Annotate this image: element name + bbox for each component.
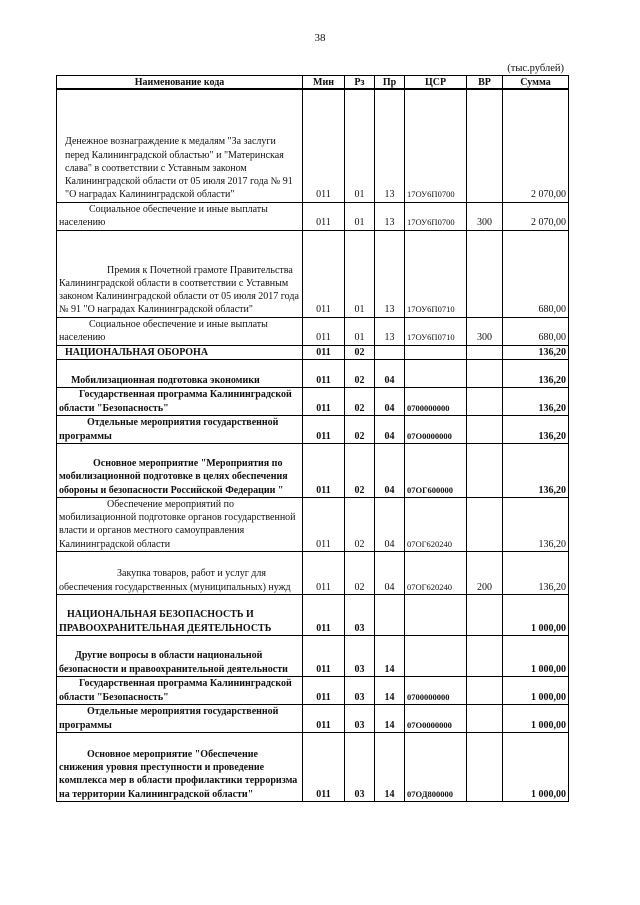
row-pr: 14 xyxy=(375,676,405,704)
table-row xyxy=(57,317,569,345)
row-name: Закупка товаров, работ и услуг для обеспечения государственных (муниципальных) нужд xyxy=(57,551,303,594)
budget-table xyxy=(56,75,569,802)
row-vr xyxy=(467,415,503,443)
table-row xyxy=(57,387,569,415)
row-vr xyxy=(467,594,503,635)
row-vr xyxy=(467,387,503,415)
row-csr: 07ОД800000 xyxy=(405,732,467,801)
row-rz: 02 xyxy=(345,359,375,387)
table-row xyxy=(57,732,569,801)
row-vr xyxy=(467,704,503,732)
row-csr xyxy=(405,345,467,359)
row-rz: 01 xyxy=(345,230,375,317)
row-vr xyxy=(467,230,503,317)
row-rz: 02 xyxy=(345,387,375,415)
row-name: Денежное вознаграждение к медалям "За заслуги перед Калининградской областью" и "Материнская слава" в соответствии с Уставным законом Калининградской области от 05 июля 2017 года № 91 "О наградах Калининградской области" xyxy=(57,89,303,202)
row-pr xyxy=(375,345,405,359)
header-pr: Пр xyxy=(375,76,405,90)
row-pr: 13 xyxy=(375,230,405,317)
row-min: 011 xyxy=(303,704,345,732)
row-pr: 14 xyxy=(375,704,405,732)
row-pr: 14 xyxy=(375,732,405,801)
row-csr xyxy=(405,635,467,676)
table-row xyxy=(57,594,569,635)
row-vr xyxy=(467,635,503,676)
row-sum: 136,20 xyxy=(503,359,569,387)
table-row xyxy=(57,676,569,704)
row-name: Государственная программа Калининградской области "Безопасность" xyxy=(57,387,303,415)
row-pr: 04 xyxy=(375,415,405,443)
row-vr xyxy=(467,345,503,359)
row-name: Социальное обеспечение и иные выплаты населению xyxy=(57,317,303,345)
row-sum: 1 000,00 xyxy=(503,676,569,704)
units-label: (тыс.рублей) xyxy=(507,63,564,74)
row-rz: 01 xyxy=(345,202,375,230)
row-min: 011 xyxy=(303,89,345,202)
row-vr xyxy=(467,89,503,202)
row-sum: 2 070,00 xyxy=(503,89,569,202)
row-min: 011 xyxy=(303,497,345,551)
row-csr: 07О0000000 xyxy=(405,704,467,732)
row-min: 011 xyxy=(303,635,345,676)
row-rz: 03 xyxy=(345,704,375,732)
row-pr xyxy=(375,594,405,635)
row-rz: 01 xyxy=(345,89,375,202)
row-sum: 1 000,00 xyxy=(503,732,569,801)
table-row xyxy=(57,415,569,443)
row-rz: 01 xyxy=(345,317,375,345)
row-csr: 07ОГ600000 xyxy=(405,443,467,497)
row-sum: 136,20 xyxy=(503,415,569,443)
row-name: Премия к Почетной грамоте Правительства Калининградской области в соответствии с Уставным законом Калининградской области от 05 июля 2017 года № 91 "О наградах Калининградской области" xyxy=(57,230,303,317)
row-min: 011 xyxy=(303,732,345,801)
page-number: 38 xyxy=(314,32,326,44)
row-csr: 07ОГ620240 xyxy=(405,551,467,594)
table-header-row xyxy=(57,76,569,90)
row-pr: 14 xyxy=(375,635,405,676)
row-pr: 04 xyxy=(375,359,405,387)
row-min: 011 xyxy=(303,345,345,359)
row-name: Мобилизационная подготовка экономики xyxy=(57,359,303,387)
row-sum: 136,20 xyxy=(503,345,569,359)
row-name: НАЦИОНАЛЬНАЯ БЕЗОПАСНОСТЬ И ПРАВООХРАНИТЕЛЬНАЯ ДЕЯТЕЛЬНОСТЬ xyxy=(57,594,303,635)
row-vr xyxy=(467,732,503,801)
row-name: Отдельные мероприятия государственной программы xyxy=(57,415,303,443)
table-row xyxy=(57,89,569,202)
row-name: НАЦИОНАЛЬНАЯ ОБОРОНА xyxy=(57,345,303,359)
row-vr xyxy=(467,497,503,551)
table-row xyxy=(57,202,569,230)
row-name: Основное мероприятие "Мероприятия по мобилизационной подготовке в целях обеспечения обороны и безопасности Российской Федерации " xyxy=(57,443,303,497)
table-row xyxy=(57,443,569,497)
row-rz: 02 xyxy=(345,345,375,359)
row-min: 011 xyxy=(303,415,345,443)
row-pr: 04 xyxy=(375,387,405,415)
header-rz: Рз xyxy=(345,76,375,90)
row-vr: 200 xyxy=(467,551,503,594)
row-sum: 680,00 xyxy=(503,230,569,317)
row-name: Отдельные мероприятия государственной программы xyxy=(57,704,303,732)
row-min: 011 xyxy=(303,202,345,230)
row-vr: 300 xyxy=(467,202,503,230)
header-csr: ЦСР xyxy=(405,76,467,90)
row-min: 011 xyxy=(303,387,345,415)
row-name: Обеспечение мероприятий по мобилизационной подготовке органов государственной власти и органов местного самоуправления Калининградской области xyxy=(57,497,303,551)
table-row xyxy=(57,704,569,732)
header-name: Наименование кода xyxy=(57,76,303,90)
row-csr: 17ОУ6П0710 xyxy=(405,230,467,317)
row-rz: 03 xyxy=(345,635,375,676)
row-csr: 17ОУ6П0700 xyxy=(405,202,467,230)
row-name: Основное мероприятие "Обеспечение снижения уровня преступности и проведение комплекса мер в области профилактики терроризма на территории Калининградской области" xyxy=(57,732,303,801)
row-min: 011 xyxy=(303,676,345,704)
row-sum: 136,20 xyxy=(503,551,569,594)
row-pr: 13 xyxy=(375,89,405,202)
row-sum: 1 000,00 xyxy=(503,594,569,635)
row-sum: 136,20 xyxy=(503,443,569,497)
row-csr: 07О0000000 xyxy=(405,415,467,443)
table-row xyxy=(57,359,569,387)
row-min: 011 xyxy=(303,317,345,345)
row-rz: 02 xyxy=(345,551,375,594)
table-row xyxy=(57,551,569,594)
row-rz: 03 xyxy=(345,676,375,704)
row-rz: 03 xyxy=(345,732,375,801)
row-vr: 300 xyxy=(467,317,503,345)
row-csr: 17ОУ6П0700 xyxy=(405,89,467,202)
row-csr: 07ОГ620240 xyxy=(405,497,467,551)
row-sum: 136,20 xyxy=(503,497,569,551)
row-vr xyxy=(467,676,503,704)
row-csr: 17ОУ6П0710 xyxy=(405,317,467,345)
row-pr: 13 xyxy=(375,202,405,230)
row-rz: 02 xyxy=(345,415,375,443)
row-name: Государственная программа Калининградской области "Безопасность" xyxy=(57,676,303,704)
row-min: 011 xyxy=(303,359,345,387)
row-pr: 04 xyxy=(375,443,405,497)
header-vr: ВР xyxy=(467,76,503,90)
row-rz: 02 xyxy=(345,497,375,551)
row-vr xyxy=(467,359,503,387)
row-rz: 03 xyxy=(345,594,375,635)
row-csr: 0700000000 xyxy=(405,387,467,415)
row-min: 011 xyxy=(303,230,345,317)
row-sum: 1 000,00 xyxy=(503,635,569,676)
row-csr xyxy=(405,359,467,387)
row-pr: 04 xyxy=(375,551,405,594)
table-row xyxy=(57,635,569,676)
row-min: 011 xyxy=(303,443,345,497)
row-min: 011 xyxy=(303,551,345,594)
row-csr: 0700000000 xyxy=(405,676,467,704)
header-min: Мин xyxy=(303,76,345,90)
row-name: Социальное обеспечение и иные выплаты населению xyxy=(57,202,303,230)
row-pr: 04 xyxy=(375,497,405,551)
row-min: 011 xyxy=(303,594,345,635)
table-row xyxy=(57,497,569,551)
table-row xyxy=(57,345,569,359)
row-vr xyxy=(467,443,503,497)
header-sum: Сумма xyxy=(503,76,569,90)
row-rz: 02 xyxy=(345,443,375,497)
row-sum: 680,00 xyxy=(503,317,569,345)
table-row xyxy=(57,230,569,317)
row-sum: 1 000,00 xyxy=(503,704,569,732)
row-csr xyxy=(405,594,467,635)
row-sum: 2 070,00 xyxy=(503,202,569,230)
row-name: Другие вопросы в области национальной безопасности и правоохранительной деятельности xyxy=(57,635,303,676)
row-sum: 136,20 xyxy=(503,387,569,415)
row-pr: 13 xyxy=(375,317,405,345)
